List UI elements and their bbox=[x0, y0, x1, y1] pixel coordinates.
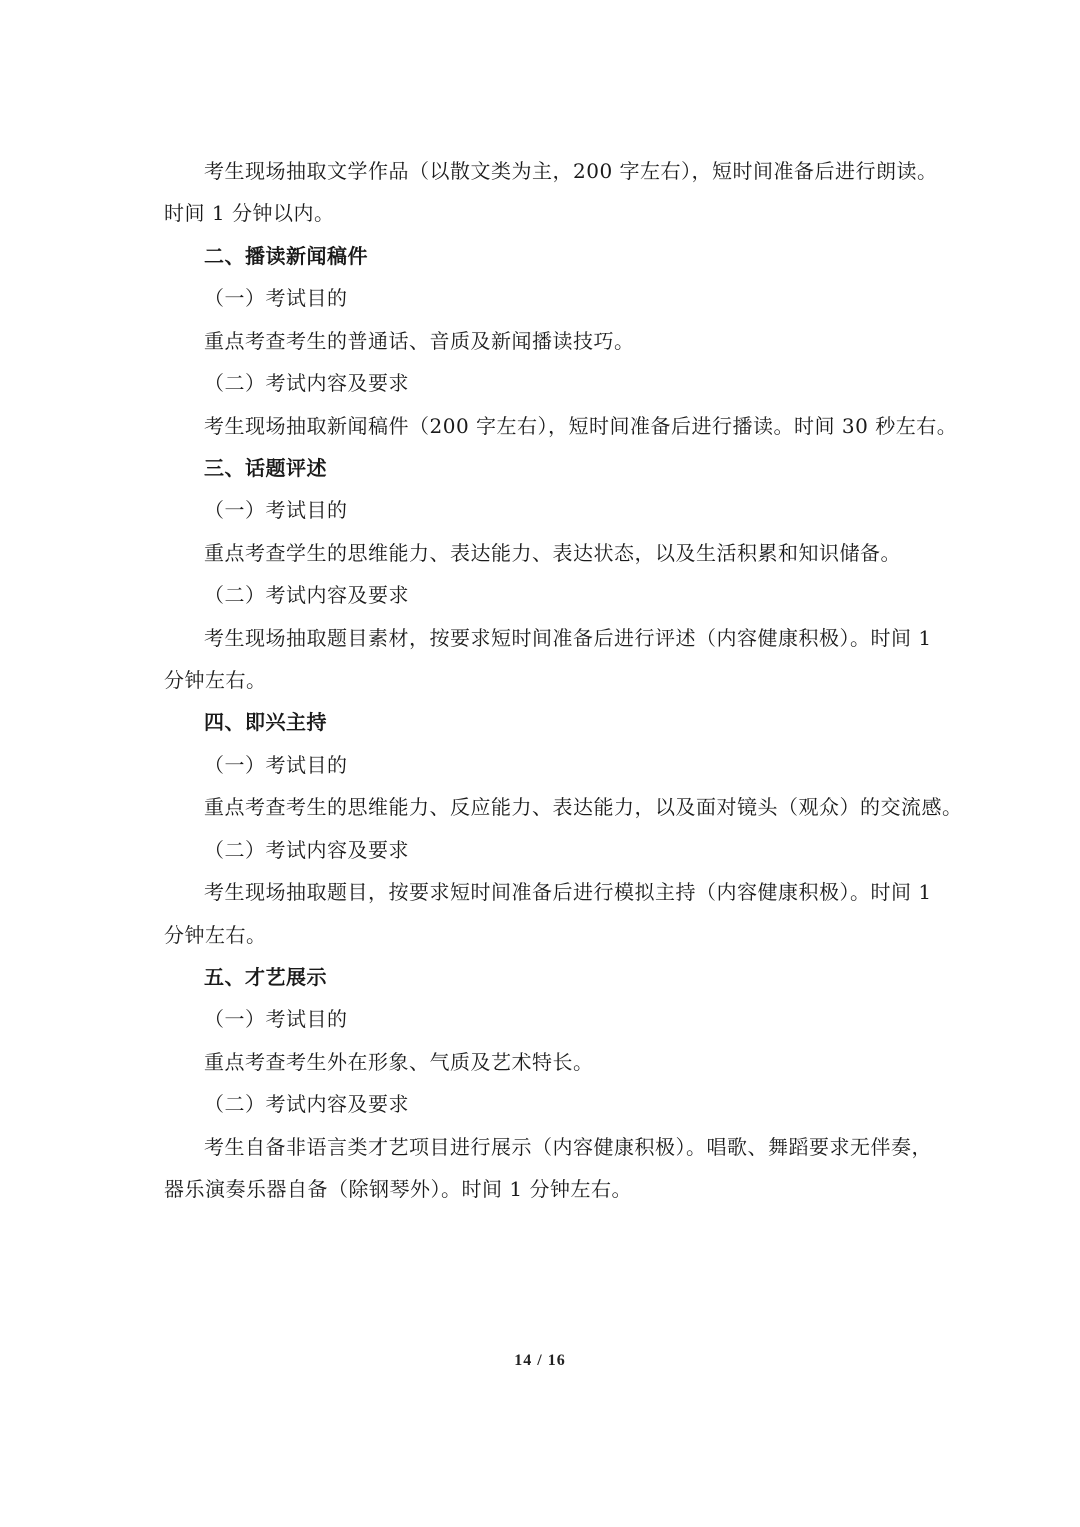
paragraph-line: 重点考查考生的普通话、音质及新闻播读技巧。 bbox=[204, 329, 635, 353]
subsection-heading: （二）考试内容及要求 bbox=[204, 371, 409, 395]
subsection-heading: （一）考试目的 bbox=[204, 286, 348, 310]
paragraph-line: 器乐演奏乐器自备（除钢琴外）。时间 1 分钟左右。 bbox=[164, 1177, 632, 1201]
paragraph-line: 重点考查考生外在形象、气质及艺术特长。 bbox=[204, 1050, 594, 1074]
subsection-heading: （二）考试内容及要求 bbox=[204, 1092, 409, 1116]
subsection-heading: （一）考试目的 bbox=[204, 753, 348, 777]
paragraph-line: 考生现场抽取新闻稿件（200 字左右），短时间准备后进行播读。时间 30 秒左右。 bbox=[204, 414, 958, 438]
paragraph-line: 考生现场抽取题目，按要求短时间准备后进行模拟主持（内容健康积极）。时间 1 bbox=[204, 880, 932, 904]
page-number: 14 / 16 bbox=[514, 1352, 566, 1369]
paragraph-line: 重点考查学生的思维能力、表达能力、表达状态，以及生活积累和知识储备。 bbox=[204, 541, 901, 565]
paragraph-line: 考生现场抽取文学作品（以散文类为主，200 字左右），短时间准备后进行朗读。 bbox=[204, 159, 938, 183]
subsection-heading: （一）考试目的 bbox=[204, 1007, 348, 1031]
paragraph-line: 考生自备非语言类才艺项目进行展示（内容健康积极）。唱歌、舞蹈要求无伴奏， bbox=[204, 1135, 932, 1159]
subsection-heading: （二）考试内容及要求 bbox=[204, 583, 409, 607]
paragraph-line: 分钟左右。 bbox=[164, 668, 267, 692]
paragraph-line: 考生现场抽取题目素材，按要求短时间准备后进行评述（内容健康积极）。时间 1 bbox=[204, 626, 932, 650]
paragraph-line: 分钟左右。 bbox=[164, 923, 267, 947]
section-heading: 二、播读新闻稿件 bbox=[204, 244, 368, 268]
paragraph-line: 时间 1 分钟以内。 bbox=[164, 201, 335, 225]
subsection-heading: （二）考试内容及要求 bbox=[204, 838, 409, 862]
section-heading: 五、才艺展示 bbox=[204, 965, 327, 989]
section-heading: 四、即兴主持 bbox=[204, 710, 327, 734]
paragraph-line: 重点考查考生的思维能力、反应能力、表达能力，以及面对镜头（观众）的交流感。 bbox=[204, 795, 963, 819]
subsection-heading: （一）考试目的 bbox=[204, 498, 348, 522]
section-heading: 三、话题评述 bbox=[204, 456, 327, 480]
